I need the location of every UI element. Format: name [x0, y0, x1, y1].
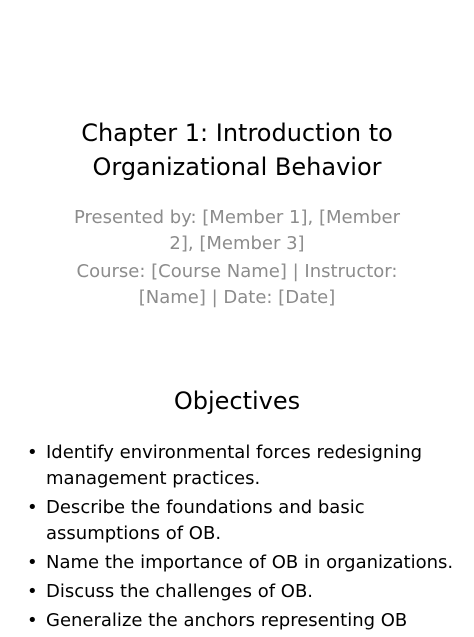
bullet-icon: •: [27, 497, 38, 518]
bullet-icon: •: [27, 552, 38, 573]
bullet-icon: •: [27, 581, 38, 602]
title-line-2: Organizational Behavior: [92, 153, 382, 181]
list-item: [24, 440, 464, 492]
objectives-slide: [0, 352, 474, 632]
presenters-line-2: 2], [Member 3]: [169, 233, 305, 254]
presenters-subtitle: [60, 205, 414, 257]
bullet-icon: •: [27, 610, 38, 631]
list-item: [24, 495, 464, 547]
list-item-text: Describe the foundations and basic assumptions of OB.: [46, 497, 365, 544]
list-item-text: Generalize the anchors representing OB: [46, 610, 408, 631]
list-item-text: Discuss the challenges of OB.: [46, 581, 314, 602]
list-item-text: Name the importance of OB in organizations.: [46, 552, 454, 573]
list-item-text: Identify environmental forces redesigning management practices.: [46, 442, 423, 489]
list-item: [24, 550, 464, 576]
objectives-list: [24, 440, 464, 637]
presenters-line-1: Presented by: [Member 1], [Member: [73, 207, 401, 228]
course-line-1: Course: [Course Name] | Instructor:: [76, 261, 398, 282]
bullet-icon: •: [27, 442, 38, 463]
course-line-2: [Name] | Date: [Date]: [138, 287, 336, 308]
title-line-1: Chapter 1: Introduction to: [81, 119, 393, 147]
course-subtitle: [60, 259, 414, 311]
slide-title: [0, 116, 474, 184]
objectives-title: Objectives: [173, 387, 301, 415]
list-item: [24, 579, 464, 605]
list-item: [24, 608, 464, 634]
